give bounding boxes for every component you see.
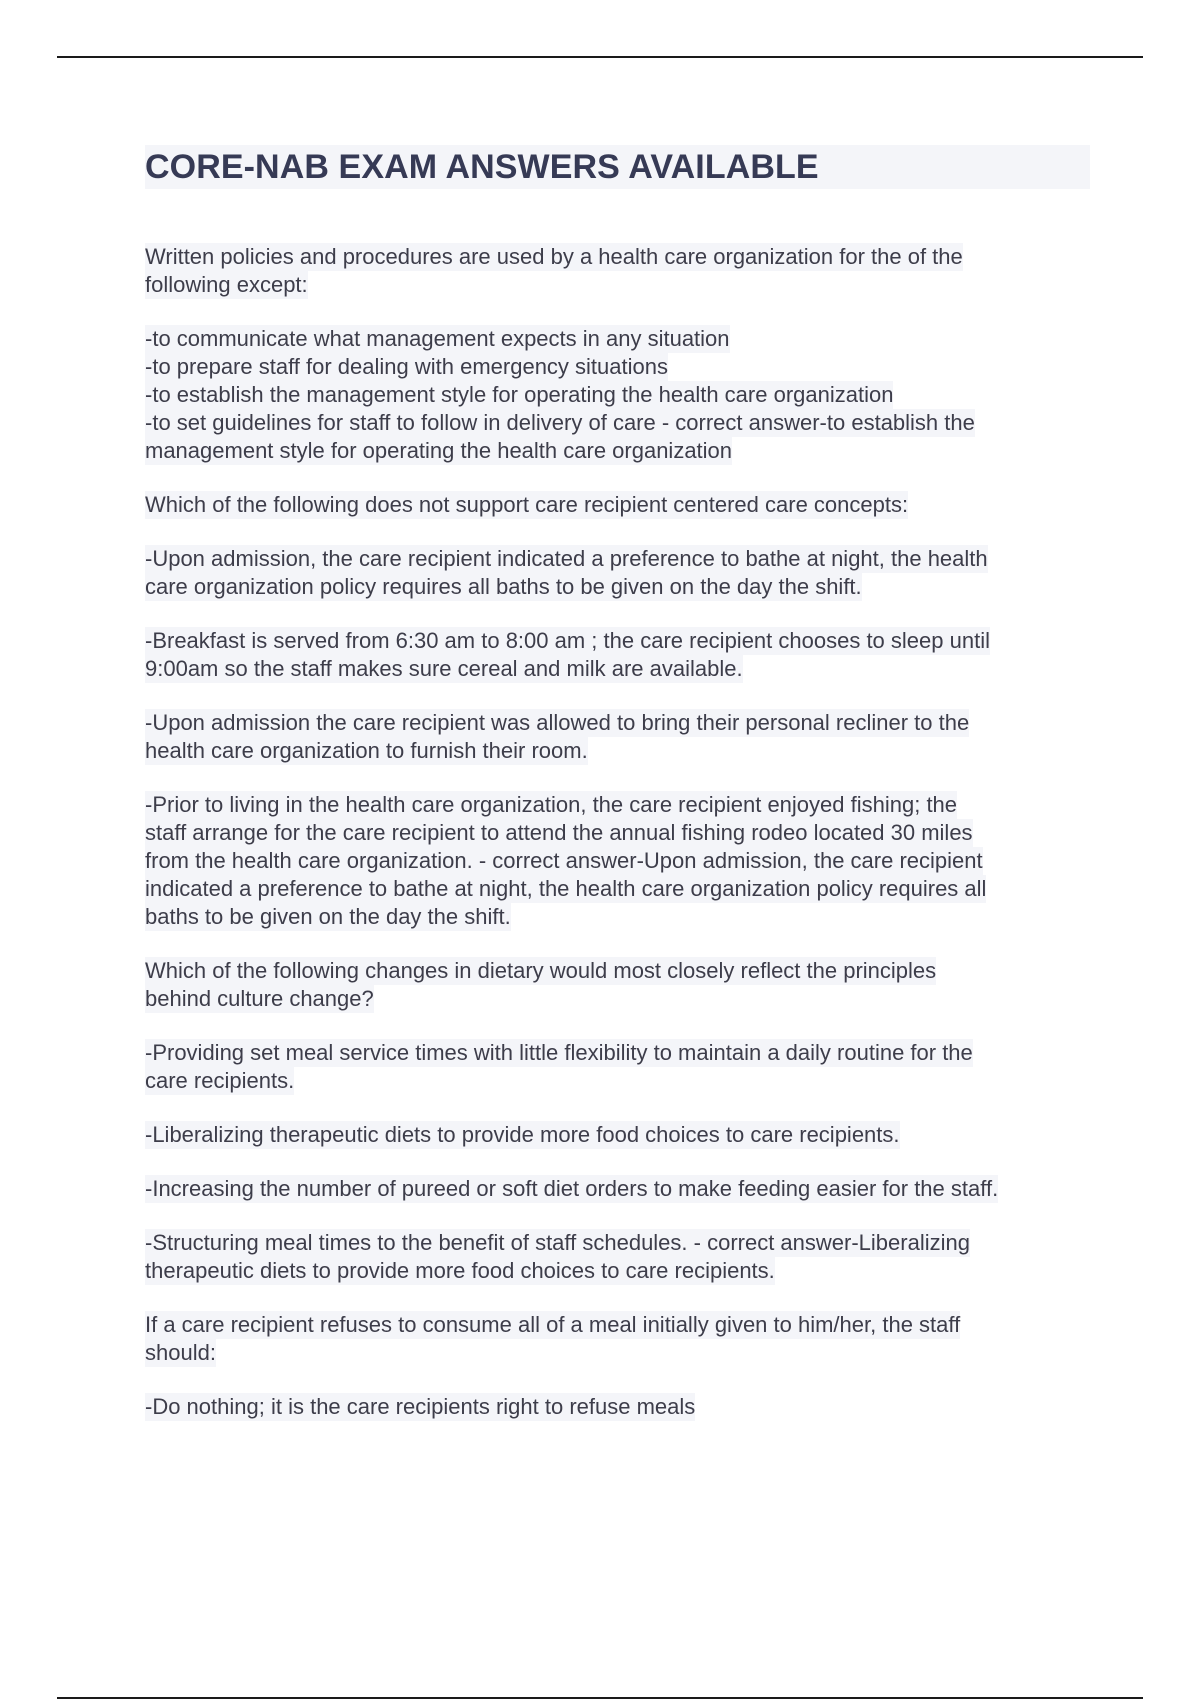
text-line: Which of the following does not support care recipient centered care concepts:	[145, 492, 909, 517]
paragraph	[145, 1039, 1090, 1095]
text-line: -Prior to living in the health care organization, the care recipient enjoyed fishing; the	[145, 792, 958, 817]
document-title: CORE-NAB EXAM ANSWERS AVAILABLE	[145, 148, 819, 186]
document-body	[145, 243, 1090, 1447]
text-line: -Do nothing; it is the care recipients right to refuse meals	[145, 1394, 696, 1419]
text-line: staff arrange for the care recipient to attend the annual fishing rodeo located 30 miles	[145, 820, 973, 845]
text-line: -Increasing the number of pureed or soft diet orders to make feeding easier for the staff.	[145, 1176, 999, 1201]
text-line: care organization policy requires all baths to be given on the day the shift.	[145, 574, 862, 599]
text-line: from the health care organization. - correct answer-Upon admission, the care recipient	[145, 848, 983, 873]
footer-rule	[57, 1697, 1143, 1699]
text-line: health care organization to furnish their room.	[145, 738, 588, 763]
text-line: -Breakfast is served from 6:30 am to 8:00 am ; the care recipient chooses to sleep until	[145, 628, 990, 653]
header-rule	[57, 56, 1143, 58]
paragraph	[145, 957, 1090, 1013]
text-line: -to communicate what management expects in any situation	[145, 326, 730, 351]
text-line: 9:00am so the staff makes sure cereal and milk are available.	[145, 656, 743, 681]
text-line: care recipients.	[145, 1068, 295, 1093]
text-line: -Upon admission the care recipient was allowed to bring their personal recliner to the	[145, 710, 970, 735]
paragraph	[145, 1121, 1090, 1149]
paragraph	[145, 791, 1090, 931]
text-line: If a care recipient refuses to consume all of a meal initially given to him/her, the staff	[145, 1312, 961, 1337]
text-line: -Liberalizing therapeutic diets to provide more food choices to care recipients.	[145, 1122, 900, 1147]
paragraph	[145, 1175, 1090, 1203]
text-line: -Providing set meal service times with little flexibility to maintain a daily routine for the	[145, 1040, 973, 1065]
text-line: therapeutic diets to provide more food choices to care recipients.	[145, 1258, 775, 1283]
text-line: -Structuring meal times to the benefit of staff schedules. - correct answer-Liberalizing	[145, 1230, 970, 1255]
paragraph	[145, 243, 1090, 299]
paragraph	[145, 491, 1090, 519]
paragraph	[145, 545, 1090, 601]
text-line: -Upon admission, the care recipient indicated a preference to bathe at night, the health	[145, 546, 988, 571]
text-line: indicated a preference to bathe at night, the health care organization policy requires all	[145, 876, 987, 901]
paragraph	[145, 1393, 1090, 1421]
text-line: -to prepare staff for dealing with emergency situations	[145, 354, 668, 379]
text-line: -to set guidelines for staff to follow in delivery of care - correct answer-to establish the	[145, 410, 975, 435]
text-line: baths to be given on the day the shift.	[145, 904, 511, 929]
text-line: should:	[145, 1340, 216, 1365]
paragraph	[145, 1311, 1090, 1367]
text-line: behind culture change?	[145, 986, 374, 1011]
text-line: management style for operating the health care organization	[145, 438, 733, 463]
text-line: Which of the following changes in dietary would most closely reflect the principles	[145, 958, 937, 983]
paragraph	[145, 627, 1090, 683]
paragraph	[145, 1229, 1090, 1285]
text-line: following except:	[145, 272, 308, 297]
paragraph	[145, 709, 1090, 765]
text-line: -to establish the management style for operating the health care organization	[145, 382, 894, 407]
paragraph	[145, 325, 1090, 465]
text-line: Written policies and procedures are used by a health care organization for the of the	[145, 244, 963, 269]
